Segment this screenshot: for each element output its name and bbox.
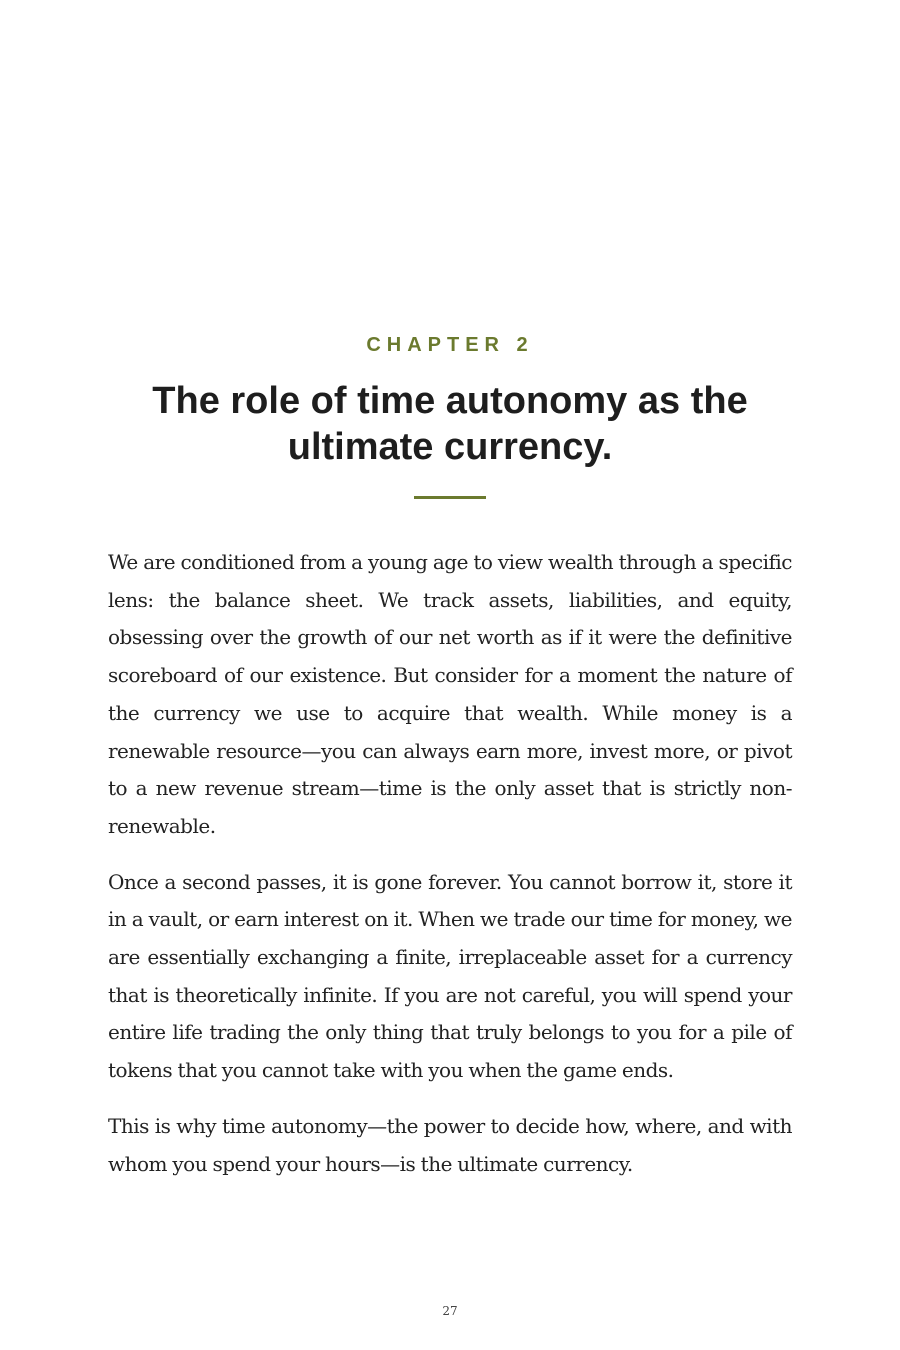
- body-paragraph-1: We are conditioned from a young age to view wealth through a specific lens: the balance sheet. We track assets, liabilities, and equity, obsessing over the growth of our net worth as if it were the definitive scoreboard of our existence. But consider for a moment the nature of the currency we use to acquire that wealth. While money is a renewable resource—you can always earn more, invest more, or pivot to a new revenue stream—time is the only asset that is strictly non-renewable.: [108, 550, 792, 838]
- chapter-title-line-1: The role of time autonomy as the: [152, 380, 748, 422]
- chapter-title-line-2: ultimate currency.: [287, 426, 613, 468]
- chapter-body: [108, 544, 792, 1201]
- body-paragraph-3: This is why time autonomy—the power to decide how, where, and with whom you spend your hours—is the ultimate currency.: [108, 1113, 792, 1176]
- body-paragraph-2: Once a second passes, it is gone forever. You cannot borrow it, store it in a vault, or earn interest on it. When we trade our time for money, we are essentially exchanging a finite, irreplaceable asset for a currency that is theoretically infinite. If you are not careful, you will spend your entire life trading the only thing that truly belongs to you for a pile of tokens that you cannot take with you when the game ends.: [108, 869, 792, 1083]
- page-number: 27: [442, 1304, 458, 1318]
- chapter-title: [110, 378, 790, 470]
- title-divider: [414, 496, 486, 499]
- chapter-label: CHAPTER 2: [366, 334, 534, 356]
